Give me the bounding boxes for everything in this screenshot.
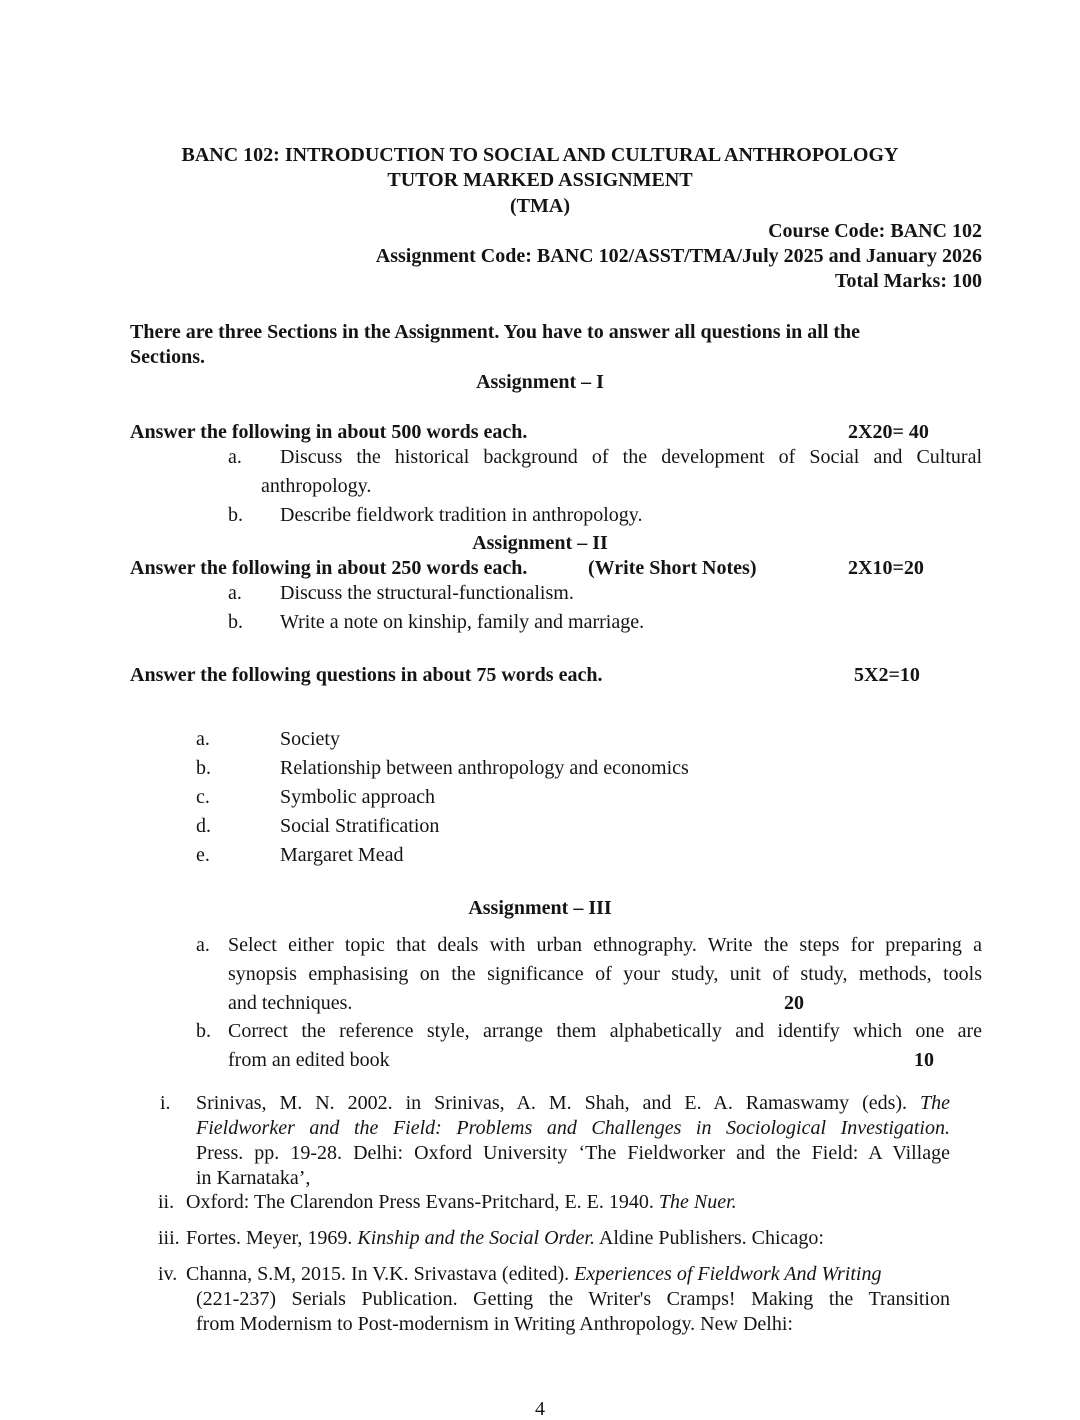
- assignment-1-item-a-label: a.: [228, 446, 242, 468]
- assignment-2-item-a-text: Discuss the structural-functionalism.: [280, 582, 574, 604]
- short-item-c-text: Symbolic approach: [280, 786, 435, 808]
- short-answer-prompt: Answer the following questions in about 75 words each.: [130, 664, 603, 686]
- assignment-3-item-a-line-2: synopsis emphasising on the significance of your study, unit of study, methods, tools: [228, 963, 982, 985]
- short-item-c-label: c.: [196, 786, 210, 808]
- reference-3-text-c: Aldine Publishers. Chicago:: [595, 1227, 824, 1249]
- reference-4-label: iv.: [158, 1263, 178, 1285]
- assignment-1-item-a-line-2: anthropology.: [261, 475, 372, 497]
- reference-2-italic: The Nuer.: [658, 1191, 737, 1213]
- instructions-line-1: There are three Sections in the Assignment. You have to answer all questions in all the: [130, 321, 861, 343]
- assignment-1-marks: 2X20= 40: [848, 421, 929, 443]
- reference-1-line-3: Press. pp. 19-28. Delhi: Oxford University ‘The Fieldworker and the Field: A Village: [196, 1142, 950, 1164]
- reference-4: [186, 1262, 950, 1337]
- reference-2-text: Oxford: The Clarendon Press Evans-Pritchard, E. E. 1940.: [186, 1191, 659, 1213]
- assignment-3-item-a-line-3: and techniques.: [228, 992, 353, 1014]
- reference-1-line-1-text: Srinivas, M. N. 2002. in Srinivas, A. M. Shah, and E. A. Ramaswamy (eds).: [196, 1092, 920, 1114]
- reference-3-text-a: Fortes. Meyer, 1969.: [186, 1227, 358, 1249]
- instructions-line-2: Sections.: [130, 346, 205, 368]
- assignment-3-item-a-label: a.: [196, 934, 210, 956]
- reference-4-line-3: from Modernism to Post-modernism in Writing Anthropology. New Delhi:: [196, 1313, 793, 1335]
- reference-4-line-1-italic: Experiences of Fieldwork And Writing: [574, 1263, 882, 1285]
- document-title: BANC 102: INTRODUCTION TO SOCIAL AND CULTURAL ANTHROPOLOGY: [181, 144, 899, 166]
- reference-1-line-2: Fieldworker and the Field: Problems and Challenges in Sociological Investigation.: [196, 1117, 950, 1139]
- assignment-3-item-b-label: b.: [196, 1020, 211, 1042]
- reference-1-label: i.: [160, 1092, 171, 1114]
- assignment-code: Assignment Code: BANC 102/ASST/TMA/July 2025 and January 2026: [375, 245, 982, 267]
- short-item-e-label: e.: [196, 844, 210, 866]
- assignment-3-item-b-line-2: from an edited book: [228, 1049, 390, 1071]
- short-item-b-label: b.: [196, 757, 211, 779]
- reference-1-line-4: in Karnataka’,: [196, 1167, 311, 1189]
- short-item-d-label: d.: [196, 815, 211, 837]
- assignment-3-item-a-marks: 20: [784, 992, 804, 1014]
- assignment-3-heading: Assignment – III: [468, 897, 612, 919]
- assignment-2-marks: 2X10=20: [848, 557, 924, 579]
- assignment-1-heading: Assignment – I: [476, 371, 604, 393]
- reference-3-italic: Kinship and the Social Order.: [357, 1227, 595, 1249]
- short-item-a-text: Society: [280, 728, 340, 750]
- assignment-3-item-a-line-1: Select either topic that deals with urban ethnography. Write the steps for preparing a: [228, 934, 982, 956]
- assignment-2-item-b-text: Write a note on kinship, family and marriage.: [280, 611, 645, 633]
- reference-1-line-1-italic: The: [920, 1092, 950, 1114]
- reference-2-label: ii.: [158, 1191, 175, 1213]
- short-item-d-text: Social Stratification: [280, 815, 440, 837]
- document-abbr: (TMA): [510, 195, 570, 217]
- document-subtitle: TUTOR MARKED ASSIGNMENT: [387, 169, 693, 191]
- short-item-e-text: Margaret Mead: [280, 844, 404, 866]
- course-code: Course Code: BANC 102: [768, 220, 982, 242]
- reference-2: [186, 1190, 737, 1215]
- assignment-2-heading: Assignment – II: [472, 532, 608, 554]
- reference-4-line-2: (221-237) Serials Publication. Getting the Writer's Cramps! Making the Transition: [196, 1288, 950, 1310]
- assignment-2-note: (Write Short Notes): [588, 557, 757, 579]
- short-item-b-text: Relationship between anthropology and economics: [280, 757, 689, 779]
- assignment-3-item-b-marks: 10: [914, 1049, 934, 1071]
- assignment-2-prompt: Answer the following in about 250 words each.: [130, 557, 528, 579]
- reference-3: [186, 1226, 824, 1251]
- total-marks: Total Marks: 100: [834, 270, 982, 292]
- assignment-1-item-b-text: Describe fieldwork tradition in anthropology.: [280, 504, 643, 526]
- assignment-2-item-b-label: b.: [228, 611, 243, 633]
- reference-3-label: iii.: [158, 1227, 180, 1249]
- assignment-1-prompt: Answer the following in about 500 words each.: [130, 421, 528, 443]
- assignment-1-item-a-line-1: Discuss the historical background of the development of Social and Cultural: [280, 446, 982, 468]
- assignment-3-item-b-line-1: Correct the reference style, arrange them alphabetically and identify which one are: [228, 1020, 982, 1042]
- assignment-2-item-a-label: a.: [228, 582, 242, 604]
- assignment-1-item-b-label: b.: [228, 504, 243, 526]
- reference-1: [196, 1091, 950, 1191]
- reference-4-line-1-text: Channa, S.M, 2015. In V.K. Srivastava (edited).: [186, 1263, 575, 1285]
- page-number: 4: [535, 1398, 545, 1420]
- short-item-a-label: a.: [196, 728, 210, 750]
- short-answer-marks: 5X2=10: [854, 664, 920, 686]
